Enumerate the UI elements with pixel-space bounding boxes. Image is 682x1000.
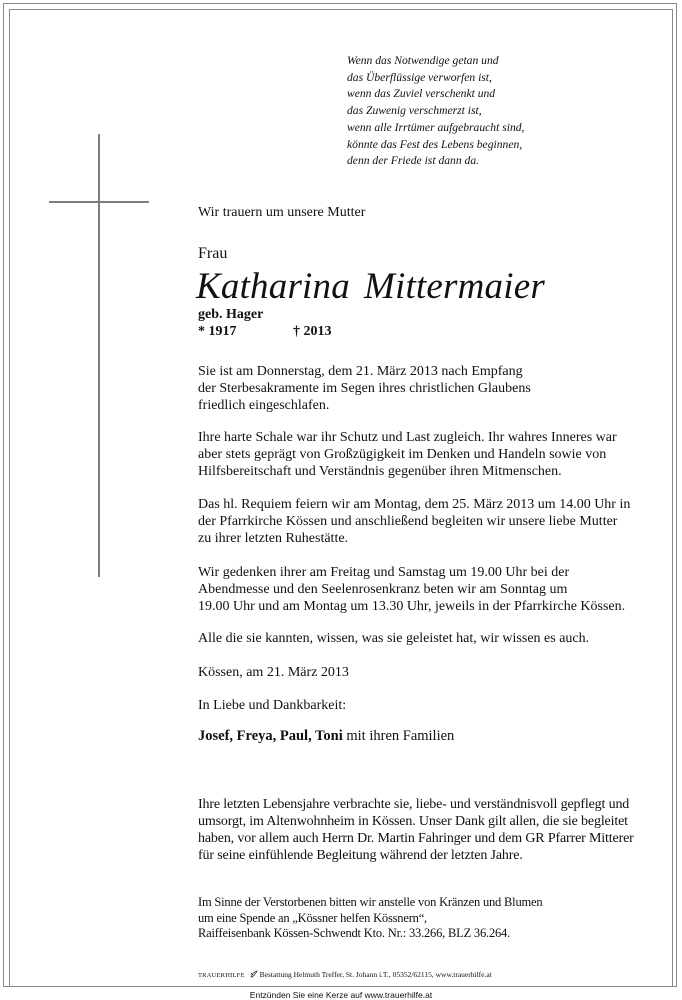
text-line: der Sterbesakramente im Segen ihres christlichen Glaubens	[198, 381, 531, 396]
text-line: für seine einfühlende Begleitung während der letzten Jahre.	[198, 848, 523, 863]
text-line: Alle die sie kannten, wissen, was sie geleistet hat, wir wissen es auch.	[198, 631, 590, 646]
text-line: Sie ist am Donnerstag, dem 21. März 2013 nach Empfang	[198, 364, 523, 379]
dove-icon	[249, 969, 259, 979]
poem-line: das Zuwenig verschmerzt ist,	[347, 104, 482, 118]
footer-brand: TRAUERHILFE	[198, 972, 245, 979]
salutation: Frau	[198, 245, 228, 262]
thanks-paragraph	[198, 796, 634, 864]
signatory-suffix: mit ihren Familien	[342, 728, 455, 744]
text-line: 19.00 Uhr und am Montag um 13.30 Uhr, jeweils in der Pfarrkirche Kössen.	[198, 599, 626, 614]
funeral-home-footer	[198, 969, 492, 979]
last-name: Mittermaier	[363, 266, 545, 307]
text-line: umsorgt, im Altenwohnheim in Kössen. Unser Dank gilt allen, die sie begleitet	[198, 814, 628, 829]
poem-line: könnte das Fest des Lebens beginnen,	[347, 137, 523, 151]
paragraph-death	[198, 363, 531, 414]
first-name: Katharina	[196, 266, 350, 307]
text-line: Wir gedenken ihrer am Freitag und Samstag um 19.00 Uhr bei der	[198, 565, 570, 580]
signatories	[198, 728, 454, 745]
text-line: Im Sinne der Verstorbenen bitten wir anstelle von Kränzen und Blumen	[198, 895, 543, 909]
paragraph-remembrance	[198, 564, 625, 615]
place-date	[198, 664, 349, 681]
paragraph-requiem	[198, 496, 630, 547]
text-line: der Pfarrkirche Kössen und anschließend begleiten wir unsere liebe Mutter	[198, 514, 618, 529]
text-line: zu ihrer letzten Ruhestätte.	[198, 531, 349, 546]
paragraph-character	[198, 429, 617, 480]
text-line: Ihre letzten Lebensjahre verbrachte sie, liebe- und verständnisvoll gepflegt und	[198, 797, 630, 812]
text-line: In Liebe und Dankbarkeit:	[198, 698, 347, 713]
dedication	[198, 697, 346, 714]
poem-line: wenn alle Irrtümer aufgebraucht sind,	[347, 120, 525, 134]
text-line: Ihre harte Schale war ihr Schutz und Last zugleich. Ihr wahres Inneres war	[198, 430, 617, 445]
donation-paragraph	[198, 895, 542, 942]
cross-bar	[49, 201, 149, 203]
candle-link[interactable]: Entzünden Sie eine Kerze auf www.trauerhilfe.at	[249, 990, 433, 1000]
paragraph-closing	[198, 630, 589, 647]
text-line: Abendmesse und den Seelenrosenkranz beten wir am Sonntag um	[198, 582, 568, 597]
text-line: haben, vor allem auch Herrn Dr. Martin Fahringer und dem GR Pfarrer Mitterer	[198, 831, 634, 846]
text-line: aber stets geprägt von Großzügigkeit im Denken und Handeln sowie von	[198, 447, 607, 462]
poem-line: denn der Friede ist dann da.	[347, 154, 480, 168]
birth-year: * 1917	[198, 324, 237, 339]
text-line: friedlich eingeschlafen.	[198, 398, 330, 413]
poem-line: Wenn das Notwendige getan und	[347, 54, 499, 67]
intro-text: Wir trauern um unsere Mutter	[198, 205, 366, 220]
text-line: um eine Spende an „Kössner helfen Kössnern“,	[198, 910, 427, 925]
deceased-name	[196, 265, 545, 308]
text-line: Hilfsbereitschaft und Verständnis gegenüber ihren Mitmenschen.	[198, 464, 562, 479]
text-line: Das hl. Requiem feiern wir am Montag, dem 25. März 2013 um 14.00 Uhr in	[198, 497, 631, 512]
death-year: † 2013	[293, 324, 332, 339]
footer-text: Bestattung Helmuth Treffer, St. Johann i.T., 05352/62115, www.trauerhilfe.at	[259, 970, 492, 979]
poem-line: das Überflüssige verworfen ist,	[347, 70, 492, 84]
poem	[347, 53, 647, 170]
signatory-names: Josef, Freya, Paul, Toni	[198, 728, 343, 744]
maiden-name: geb. Hager	[198, 307, 264, 322]
poem-line: wenn das Zuviel verschenkt und	[347, 87, 496, 101]
text-line: Kössen, am 21. März 2013	[198, 665, 349, 680]
text-line: Raiffeisenbank Kössen-Schwendt Kto. Nr.: 33.266, BLZ 36.264.	[198, 926, 511, 940]
